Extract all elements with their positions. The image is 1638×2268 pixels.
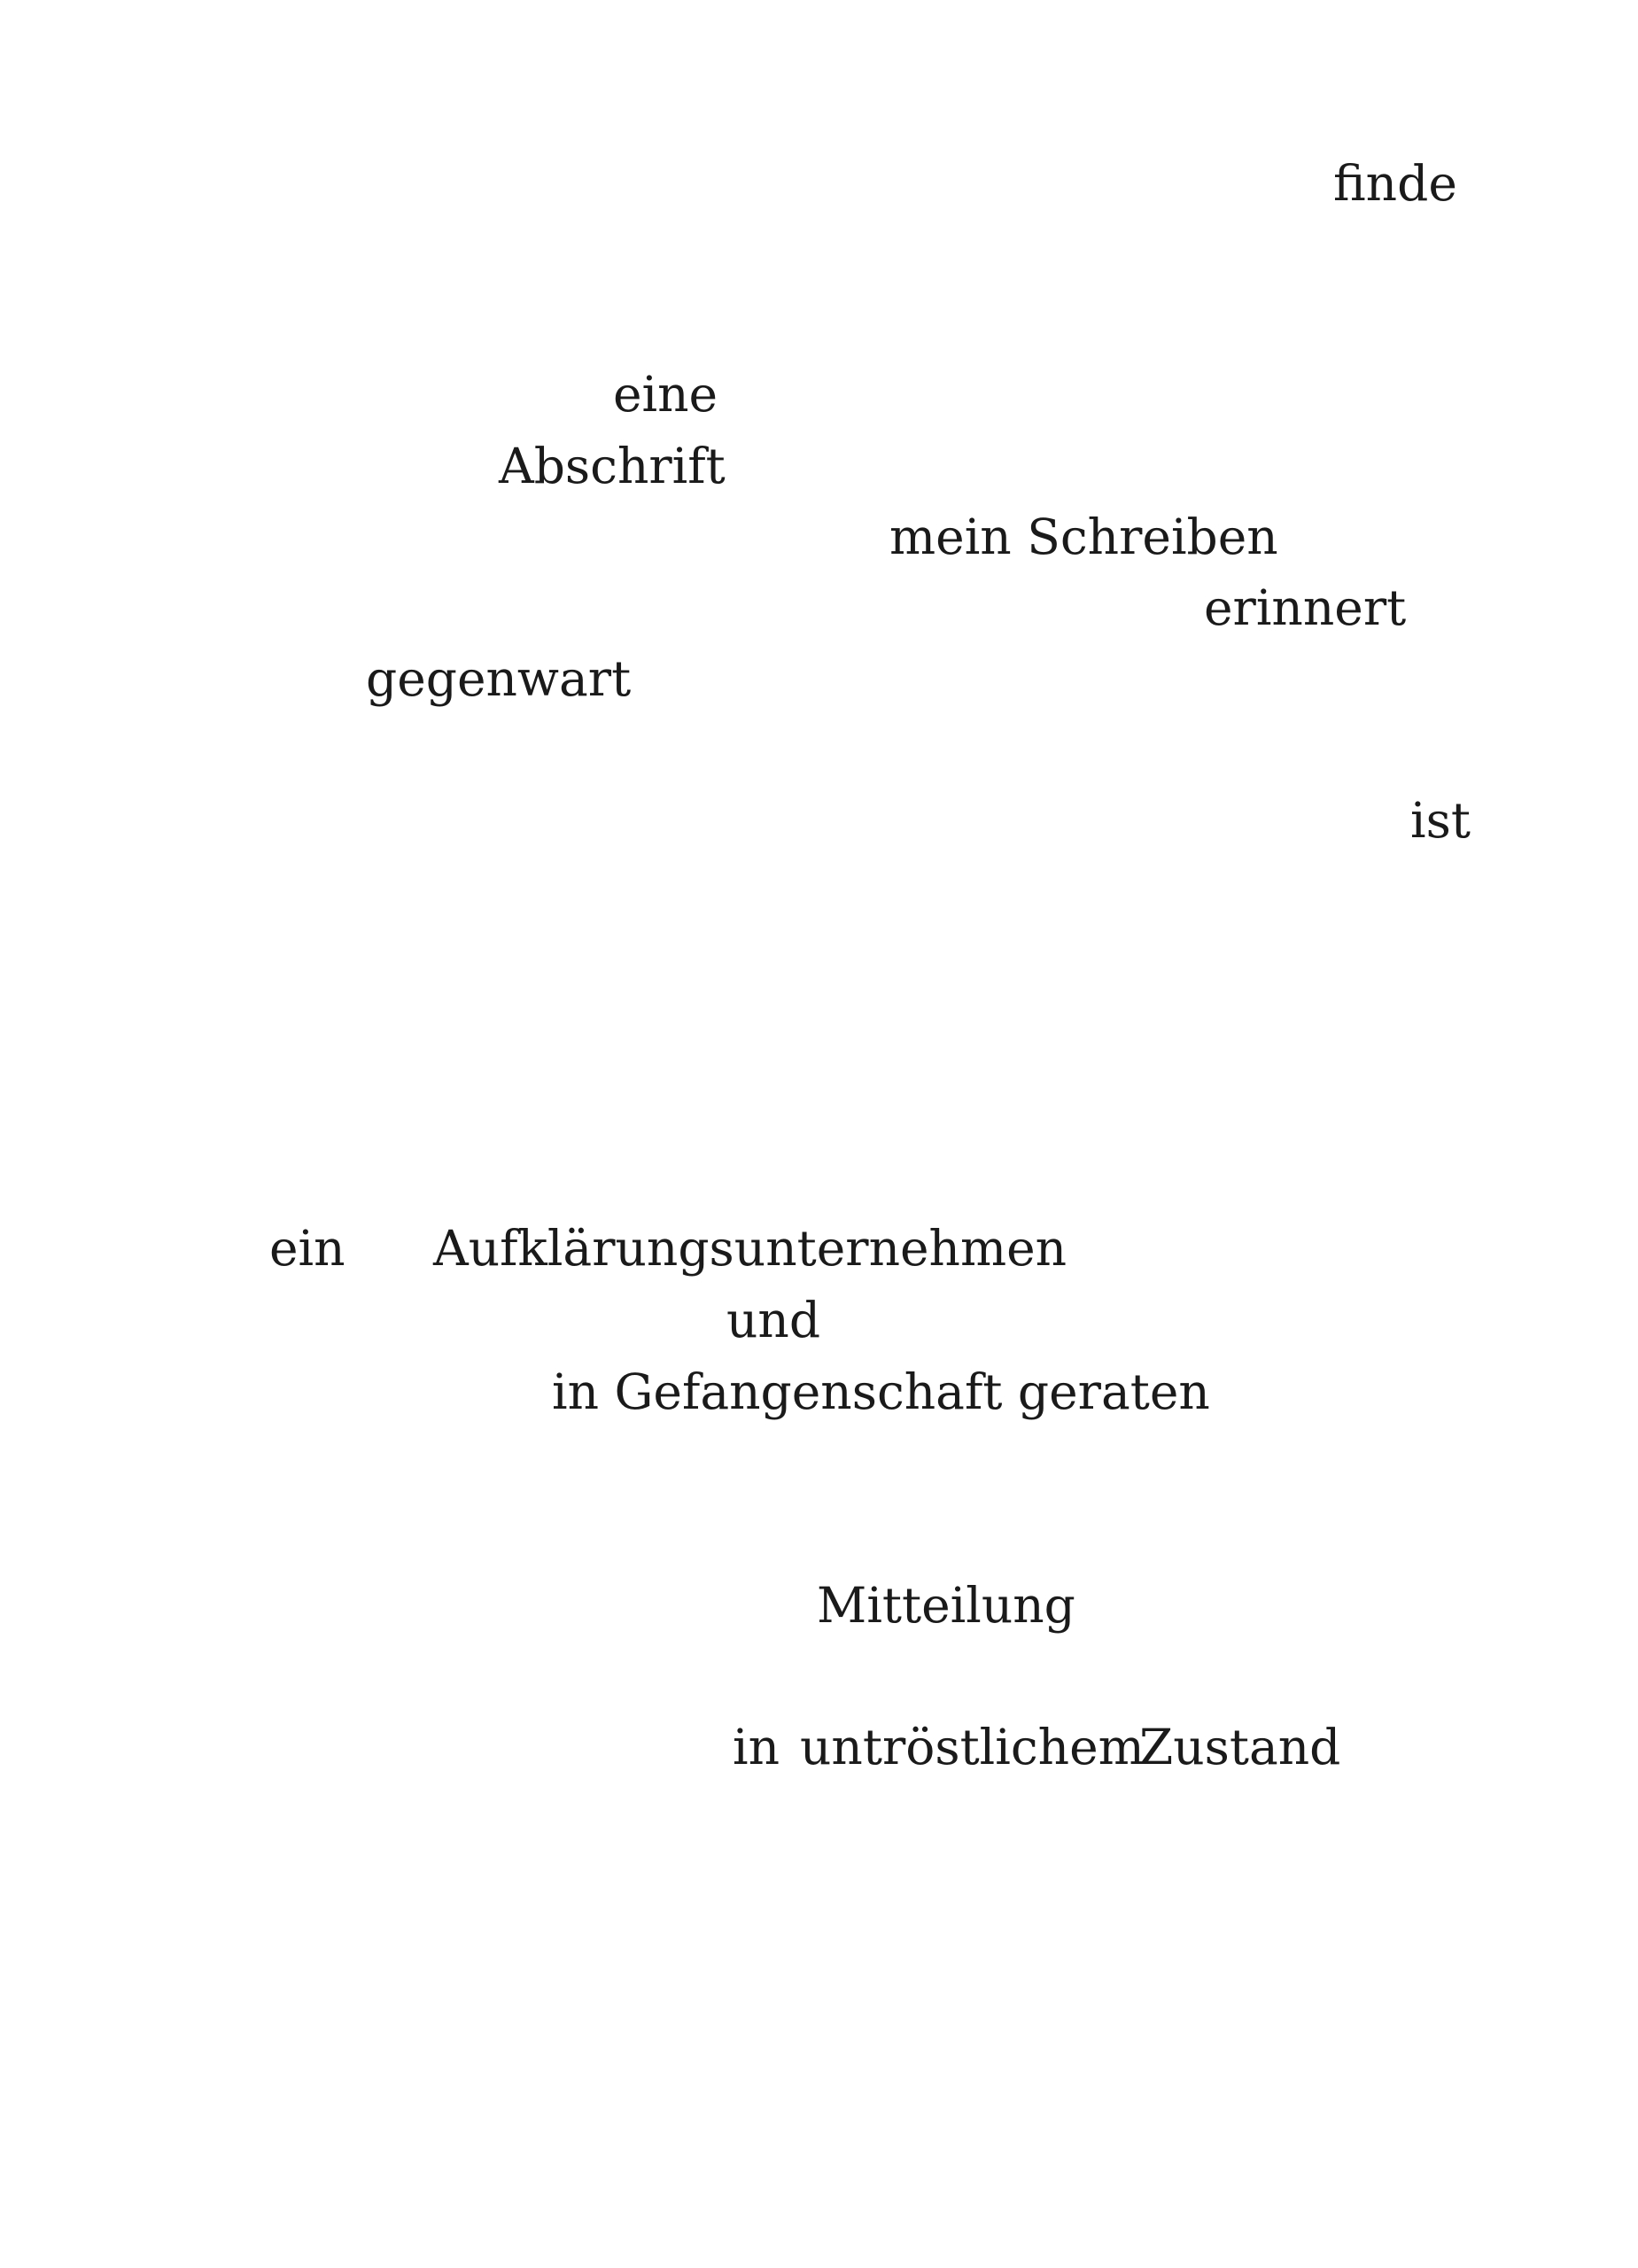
word-finde: finde xyxy=(1333,155,1457,212)
word-mein-schreiben: mein Schreiben xyxy=(889,509,1278,565)
word-untroestlichem: untröstlichem xyxy=(800,1719,1145,1775)
phrase-in-gefangenschaft-geraten: in Gefangenschaft geraten xyxy=(552,1363,1210,1420)
word-eine: eine xyxy=(613,366,718,423)
word-aufklaerungsunternehmen: Aufklärungsunternehmen xyxy=(433,1220,1067,1277)
word-ein: ein xyxy=(269,1220,345,1277)
word-in: in xyxy=(733,1719,780,1775)
word-ist: ist xyxy=(1410,792,1471,849)
word-gegenwart: gegenwart xyxy=(366,650,632,707)
word-zustand: Zustand xyxy=(1139,1719,1341,1775)
word-erinnert: erinnert xyxy=(1204,579,1407,636)
word-und: und xyxy=(726,1292,821,1348)
word-mitteilung: Mitteilung xyxy=(817,1577,1075,1634)
word-abschrift: Abschrift xyxy=(499,438,726,494)
